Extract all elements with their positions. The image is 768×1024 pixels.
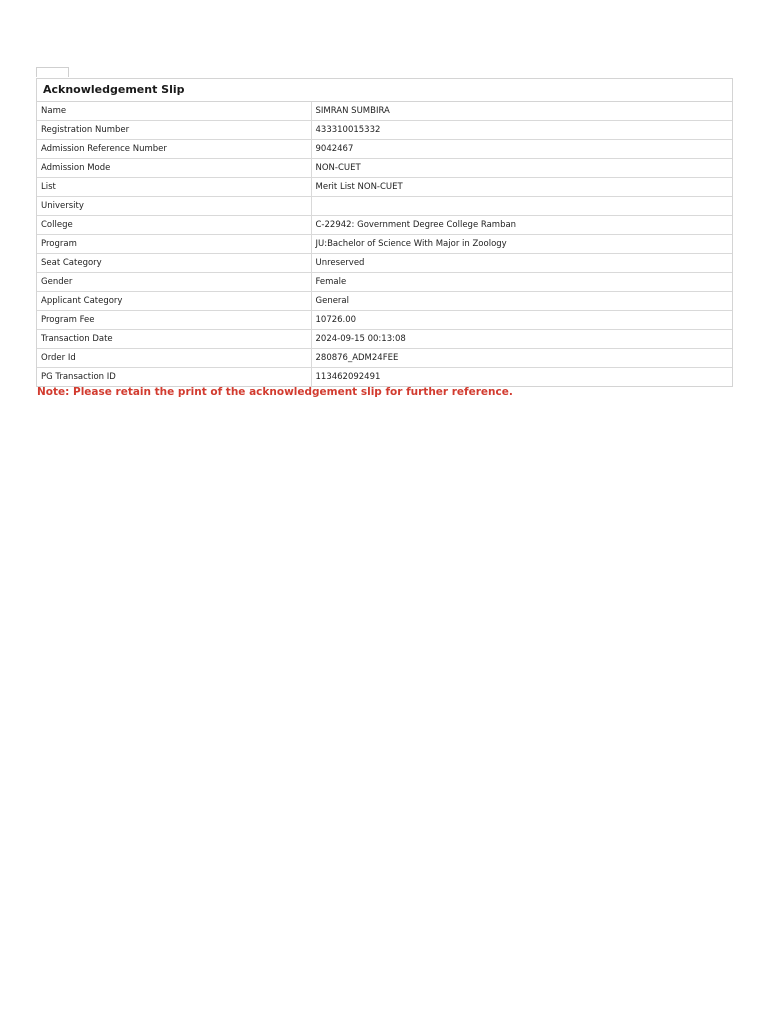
row-value-college: C-22942: Government Degree College Ramban [311, 216, 732, 235]
row-label-order-id: Order Id [37, 349, 311, 368]
table-row [37, 235, 732, 254]
row-label-applicant-category: Applicant Category [37, 292, 311, 311]
row-label-name: Name [37, 102, 311, 121]
row-value-list: Merit List NON-CUET [311, 178, 732, 197]
header-tab-box [36, 67, 69, 77]
row-label-transaction-date: Transaction Date [37, 330, 311, 349]
row-value-order-id: 280876_ADM24FEE [311, 349, 732, 368]
row-label-gender: Gender [37, 273, 311, 292]
row-value-program-fee: 10726.00 [311, 311, 732, 330]
table-row [37, 349, 732, 368]
row-value-registration-number: 433310015332 [311, 121, 732, 140]
table-row [37, 102, 732, 121]
row-value-university [311, 197, 732, 216]
slip-title: Acknowledgement Slip [37, 79, 732, 102]
row-value-seat-category: Unreserved [311, 254, 732, 273]
table-row [37, 292, 732, 311]
table-row [37, 121, 732, 140]
table-row [37, 368, 732, 387]
row-label-college: College [37, 216, 311, 235]
row-label-pg-transaction-id: PG Transaction ID [37, 368, 311, 387]
table-row [37, 311, 732, 330]
table-row [37, 216, 732, 235]
row-label-university: University [37, 197, 311, 216]
row-value-gender: Female [311, 273, 732, 292]
row-value-applicant-category: General [311, 292, 732, 311]
row-value-name: SIMRAN SUMBIRA [315, 106, 390, 116]
row-label-registration-number: Registration Number [37, 121, 311, 140]
row-value-admission-mode: NON-CUET [311, 159, 732, 178]
row-label-admission-mode: Admission Mode [37, 159, 311, 178]
row-label-admission-reference-number: Admission Reference Number [37, 140, 311, 159]
table-row [37, 273, 732, 292]
row-value-program: JU:Bachelor of Science With Major in Zoology [311, 235, 732, 254]
acknowledgement-slip [36, 78, 733, 387]
row-value-admission-reference-number: 9042467 [311, 140, 732, 159]
table-row [37, 197, 732, 216]
row-value-pg-transaction-id: 113462092491 [311, 368, 732, 387]
table-row [37, 330, 732, 349]
row-value-transaction-date: 2024-09-15 00:13:08 [311, 330, 732, 349]
row-label-list: List [37, 178, 311, 197]
row-label-seat-category: Seat Category [37, 254, 311, 273]
row-label-program-fee: Program Fee [37, 311, 311, 330]
table-row [37, 178, 732, 197]
details-table [37, 102, 732, 386]
row-label-program: Program [37, 235, 311, 254]
table-row [37, 254, 732, 273]
table-row [37, 159, 732, 178]
table-row [37, 140, 732, 159]
retention-note: Note: Please retain the print of the acknowledgement slip for further reference. [37, 386, 513, 398]
